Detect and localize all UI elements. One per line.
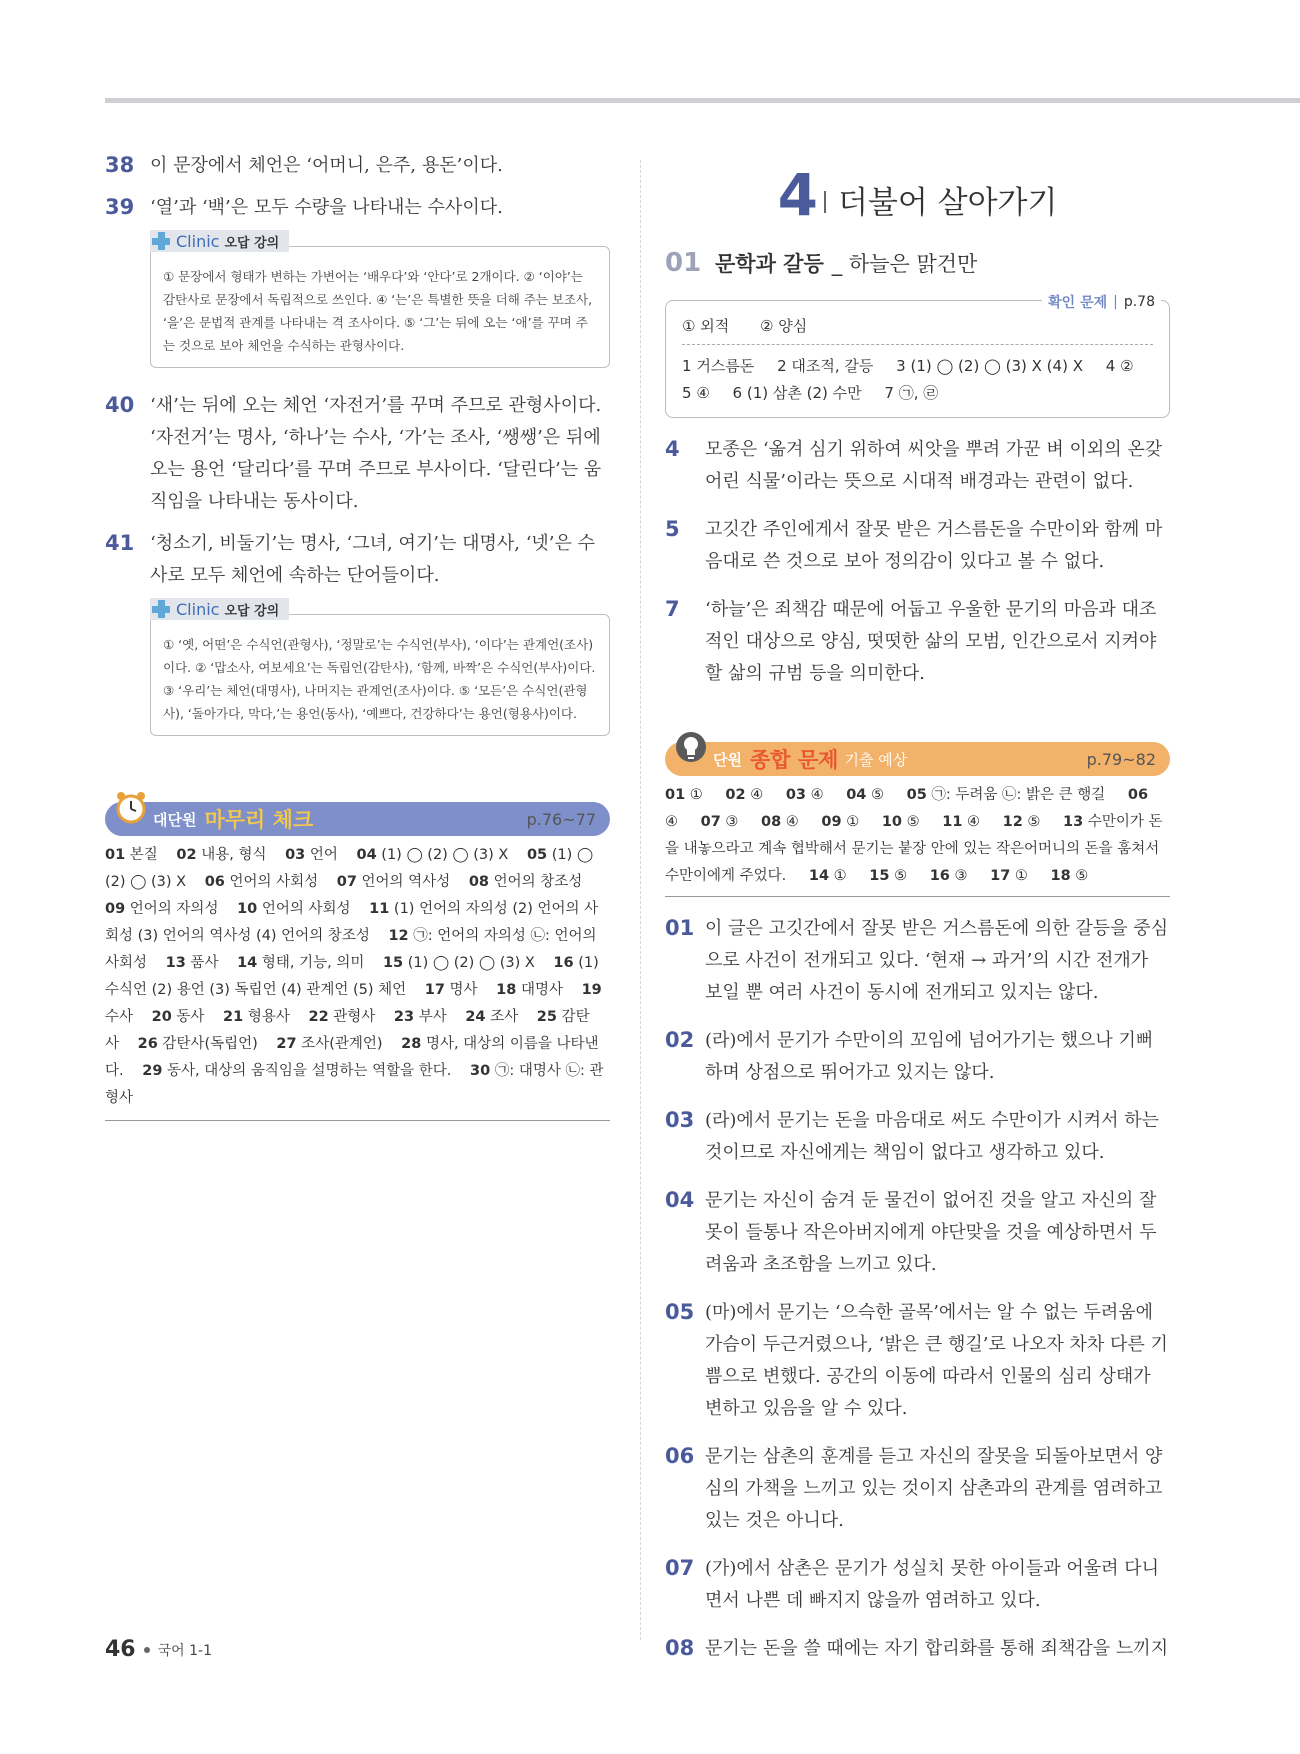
answer-number: 01 [105,847,126,863]
answer-number: 02 [725,787,746,803]
explanation-number: 5 [665,517,680,541]
clinic-tag [150,598,289,620]
explanation-item [665,1633,1170,1665]
answer-item [1106,357,1134,375]
answer-item [205,874,318,890]
answer-text: ㉠: 대명사 ㉡: 관형사 [105,1063,604,1106]
answer-item [166,955,219,971]
answer-text: ① [1010,868,1028,884]
explanation-item [665,1553,1170,1617]
answer-number: 12 [1002,814,1023,830]
answer-number: 30 [470,1063,491,1079]
answer-number: 08 [761,814,782,830]
explanation-text: 고깃간 주인에게서 잘못 받은 거스름돈을 수만이와 함께 마음대로 쓴 것으로 보아 정의감이 있다고 볼 수 없다. [705,519,1163,572]
explanation-number: 07 [665,1556,695,1580]
answer-text: 수만이가 돈을 내놓으라고 계속 협박해서 문기는 붙장 안에 있는 작은어머니의 돈을 훔쳐서 수만이에게 주었다. [665,814,1163,884]
answer-item [809,868,847,884]
check-row-2 [682,345,1153,407]
check-answer: ② 양심 [759,317,808,335]
clinic-box-1 [150,230,610,368]
answer-number: 15 [869,868,890,884]
unit-test-answers [665,782,1170,897]
answer-number: 28 [401,1036,422,1052]
answer-item [1003,814,1041,830]
answer-explanations-1 [665,434,1170,690]
answer-text: ④ [781,814,799,830]
answer-item [105,847,158,863]
answer-number: 6 [732,384,743,402]
explanation-text: 이 글은 고깃간에서 잘못 받은 거스름돈에 의한 갈등을 중심으로 사건이 전개되고 있다. ‘현재 → 과거’의 시간 전개가 보일 뿐 여러 사건이 동시에 전개되고 있지는 않다. [705,918,1169,1003]
plus-icon [150,230,172,252]
explanation-text: (라)에서 문기가 수만이의 꼬임에 넘어가기는 했으나 기뻐하며 상점으로 뛰어가고 있지는 않다. [705,1030,1154,1083]
clinic-box-2 [150,598,610,736]
answer-number: 24 [465,1009,486,1025]
question-40 [105,390,610,518]
footer-dot [144,1647,150,1653]
answer-number: 16 [553,955,574,971]
clinic-tag [150,230,289,252]
answer-text: ① [829,868,847,884]
explanation-item [665,1025,1170,1089]
answer-item [465,1009,518,1025]
answer-text: 품사 [185,955,219,971]
answer-number: 01 [665,787,686,803]
answer-item [990,868,1028,884]
answer-text: 언어의 자의성 [125,901,219,917]
answer-number: 4 [1105,357,1116,375]
answer-item [930,868,968,884]
answer-item [733,384,862,402]
explanation-number: 4 [665,437,680,461]
answer-number: 10 [881,814,903,830]
answer-item [884,384,938,402]
question-number: 38 [105,153,135,177]
answer-text: (1) ◯ (2) ◯ (3) X [105,847,594,890]
right-column [665,160,1170,1665]
answer-text: ① [685,787,703,803]
answer-text: 동사, 대상의 움직임을 설명하는 역할을 한다. [162,1063,452,1079]
answer-text: (1) 수식언 (2) 용언 (3) 독립언 (4) 관계언 (5) 체언 [105,955,599,998]
answer-item [357,847,509,863]
unit-review-band [105,802,610,836]
answer-number: 12 [388,928,409,944]
explanation-item [665,514,1170,578]
answer-number: 07 [336,874,357,890]
answer-item [701,814,739,830]
answer-item [105,901,218,917]
left-column [105,150,610,1121]
answer-number: 09 [821,814,842,830]
plus-icon [150,598,172,620]
explanation-number: 06 [665,1444,695,1468]
answer-number: 07 [700,814,721,830]
answer-text: 언어의 사회성 [224,874,319,890]
answer-item [682,357,754,375]
answer-number: 7 [884,384,894,402]
chapter-title: 더불어 살아가기 [837,184,1058,221]
answer-text: ⑤ [1070,868,1089,884]
answer-item [176,847,266,863]
answer-text: (1) 삼촌 (2) 수만 [742,384,862,402]
band-subtitle: 기출 예상 [844,750,908,769]
answer-item [682,384,710,402]
answer-text: (1) ◯ (2) ◯ (3) X [403,955,535,971]
section-title: 문학과 갈등 [715,252,824,276]
answer-item [761,814,799,830]
page-footer [105,1637,212,1662]
answer-text: ④ [745,787,764,803]
clinic-name: Clinic [176,599,220,619]
answer-number: 06 [204,874,225,890]
answer-number: 14 [237,955,258,971]
explanation-text: 모종은 ‘옮겨 심기 위하여 씨앗을 뿌려 가꾼 벼 이외의 온갖 어린 식물’이라는 뜻으로 시대적 배경과는 관련이 없다. [705,439,1163,492]
band-label: 대단원 [153,810,197,829]
answer-text: 조사(관계언) [296,1036,383,1052]
question-text: 이 문장에서 체언은 ‘어머니, 은주, 용돈’이다. [150,155,503,176]
answer-item [942,814,980,830]
answer-text: 대조적, 갈등 [786,357,874,375]
answer-item [896,357,1083,375]
answer-item [882,814,920,830]
question-text: ‘열’과 ‘백’은 모두 수량을 나타내는 수사이다. [150,197,503,218]
answer-text: (1) ◯ (2) ◯ (3) X (4) X [905,357,1083,375]
answer-number: 18 [496,982,517,998]
explanation-number: 08 [665,1636,695,1660]
section-subtitle: _ 하늘은 맑건만 [831,252,978,276]
answer-item [496,982,563,998]
band-title: 종합 문제 [749,748,839,772]
answer-text: ㉠, ㉣ [893,384,939,402]
book-title: 국어 1-1 [157,1642,212,1659]
chapter-header [665,160,1170,230]
question-38 [105,150,610,182]
answer-text: 언어의 창조성 [489,874,583,890]
top-rule [105,98,1300,103]
question-number: 41 [105,531,135,555]
clinic-text: ① 문장에서 형태가 변하는 가변어는 ‘배우다’와 ‘안다’로 2개이다. ② ‘이야’는 감탄사로 문장에서 독립적으로 쓰인다. ④ ‘는’은 특별한 뜻을 더해 주는 보조사, ‘을’은 문법적 관계를 나타내는 격 조사이다. ⑤ ‘그’는 뒤에 오는 ‘애’를 꾸며 주는 것으로 보아 체언을 수식하는 관형사이다. [150,246,610,368]
answer-number: 13 [1063,814,1084,830]
answer-item [223,1009,290,1025]
answer-text: 부사 [414,1009,447,1025]
answer-number: 20 [151,1009,172,1025]
check-question-box [665,294,1170,418]
explanation-item [665,434,1170,498]
answer-number: 2 [777,357,787,375]
answer-text: ⑤ [1022,814,1041,830]
alarm-clock-icon [115,790,147,824]
band-page: p.79~82 [1086,749,1156,769]
explanation-number: 02 [665,1028,695,1052]
check-answer: ① 외적 [682,317,730,335]
answer-text: 감탄사 [105,1009,590,1052]
question-number: 39 [105,195,135,219]
answer-item [142,1063,451,1079]
answer-text: ⑤ [866,787,885,803]
question-text: ‘새’는 뒤에 오는 체언 ‘자전거’를 꾸며 주므로 관형사이다. ‘자전거’는 명사, ‘하나’는 수사, ‘가’는 조사, ‘쌩쌩’은 뒤에 오는 용언 ‘달리다’를 꾸며 주므로 부사이다. ‘달린다’는 움직임을 나타내는 동사이다. [150,395,602,512]
answer-item [469,874,582,890]
answer-text: 내용, 형식 [196,847,267,863]
answer-number: 25 [536,1009,557,1025]
answer-text: ③ [949,868,968,884]
answer-item [777,357,873,375]
answer-item [786,787,824,803]
answer-text: 언어의 역사성 [356,874,451,890]
explanation-text: 문기는 삼촌의 훈계를 듣고 자신의 잘못을 되돌아보면서 양심의 가책을 느끼고 있는 것이지 삼촌과의 관계를 염려하고 있는 것은 아니다. [705,1446,1163,1531]
answer-text: ④ [962,814,981,830]
clinic-text: ① ‘옛, 어떤’은 수식언(관형사), ‘정말로’는 수식언(부사), ‘이다’는 관계언(조사)이다. ② ‘맙소사, 여보세요’는 독립언(감탄사), ‘함께, 바짝’은 수식언(부사)이다. ③ ‘우리’는 체언(대명사), 나머지는 관계언(조사)이다. ⑤ ‘모든’은 수식언(관형사), ‘돌아가다, 막다,’는 용언(동사), ‘예쁘다, 건강하다’는 용언(형용사)이다. [150,614,610,736]
column-divider [640,160,641,1640]
answer-item [237,901,350,917]
answer-text: (1) ◯ (2) ◯ (3) X [376,847,509,863]
answer-number: 18 [1050,868,1071,884]
explanation-text: ‘하늘’은 죄책감 때문에 어둡고 우울한 문기의 마음과 대조적인 대상으로 양심, 떳떳한 삶의 모범, 인간으로서 지켜야 할 삶의 규범 등을 의미한다. [705,599,1157,684]
answer-item [425,982,478,998]
unit-test-band [665,742,1170,776]
explanation-text: (가)에서 삼촌은 문기가 성실치 못한 아이들과 어울려 다니면서 나쁜 데 빠지지 않을까 염려하고 있다. [705,1558,1160,1611]
answer-item [394,1009,447,1025]
answer-text: ④ [665,814,678,830]
clinic-subtitle: 오답 강의 [224,603,280,619]
answer-text: (1) 언어의 자의성 (2) 언어의 사회성 (3) 언어의 역사성 (4) 언어의 창조성 [105,901,599,944]
answer-item [237,955,364,971]
answer-number: 21 [223,1009,244,1025]
band-label: 단원 [713,750,742,769]
section-header [665,248,1170,278]
answer-number: 05 [906,787,927,803]
explanation-number: 04 [665,1188,695,1212]
answer-text: 명사 [444,982,478,998]
explanation-number: 01 [665,916,695,940]
answer-number: 19 [581,982,602,998]
answer-text: 언어의 사회성 [257,901,351,917]
answer-text: ② [1115,357,1134,375]
answer-item [138,1036,258,1052]
answer-number: 11 [942,814,963,830]
question-39 [105,192,610,224]
answer-text: ⑤ [902,814,920,830]
explanation-text: (마)에서 문기는 ‘으슥한 골목’에서는 알 수 없는 두려움에 가슴이 두근거렸으나, ‘밝은 큰 행길’로 나오자 차차 다른 기쁨으로 변했다. 공간의 이동에 따라서 인물의 심리 상태가 변하고 있음을 알 수 있다. [705,1302,1168,1419]
answer-text: ④ [691,384,710,402]
question-41 [105,528,610,592]
answer-number: 22 [308,1009,329,1025]
explanation-text: 문기는 돈을 쓸 때에는 자기 합리화를 통해 죄책감을 느끼지 [705,1638,1169,1659]
answer-number: 03 [285,847,306,863]
answer-text: 감탄사(독립언) [157,1036,258,1052]
answer-item [665,787,703,803]
answer-text: ④ [806,787,824,803]
answer-number: 13 [165,955,186,971]
check-tag [1042,292,1161,312]
answer-number: 1 [682,357,692,375]
explanation-item [665,1297,1170,1425]
explanation-item [665,1441,1170,1537]
answer-text: ③ [720,814,739,830]
answer-explanations-2 [665,913,1170,1665]
answer-item [1051,868,1089,884]
answer-text: ㉠: 언어의 자의성 ㉡: 언어의 사회성 [105,928,597,971]
answer-item [308,1009,375,1025]
answer-number: 04 [356,847,377,863]
answer-item [383,955,535,971]
chapter-number: 4 [777,161,818,229]
answer-item [337,874,450,890]
explanation-item [665,1105,1170,1169]
explanation-number: 7 [665,597,680,621]
answer-text: ⑤ [889,868,908,884]
answer-number: 11 [369,901,390,917]
explanation-item [665,913,1170,1009]
check-tag-label: 확인 문제 [1048,295,1108,311]
answer-text: 조사 [485,1009,519,1025]
answer-number: 09 [105,901,126,917]
answer-item [907,787,1106,803]
answer-text: ① [841,814,860,830]
chapter-divider [824,191,826,213]
answer-number: 27 [276,1036,297,1052]
answer-number: 3 [896,357,906,375]
explanation-item [665,1185,1170,1281]
answer-text: 언어 [305,847,338,863]
answer-number: 15 [382,955,404,971]
answer-text: ㉠: 두려움 ㉡: 밝은 큰 행길 [926,787,1106,803]
answer-text: 대명사 [516,982,563,998]
check-tag-page: p.78 [1123,294,1155,310]
answer-number: 03 [785,787,806,803]
answer-number: 10 [237,901,258,917]
explanation-text: 문기는 자신이 숨겨 둔 물건이 없어진 것을 알고 자신의 잘못이 들통나 작은아버지에게 야단맞을 것을 예상하면서 두려움과 초조함을 느끼고 있다. [705,1190,1157,1275]
answer-number: 26 [137,1036,158,1052]
answer-text: 거스름돈 [691,357,755,375]
answer-item [276,1036,382,1052]
check-row-1 [682,315,1153,345]
section-number: 01 [665,248,702,278]
answer-text: 형태, 기능, 의미 [257,955,365,971]
check-tag-separator: | [1113,294,1118,310]
answer-item [846,787,884,803]
band-title: 마무리 체크 [204,808,314,832]
explanation-number: 03 [665,1108,695,1132]
answer-text: 동사 [171,1009,205,1025]
clinic-name: Clinic [176,231,220,251]
page-number: 46 [105,1637,136,1662]
answer-item [869,868,907,884]
answer-number: 05 [526,847,548,863]
answer-item [725,787,763,803]
unit-review-answers [105,842,610,1121]
answer-item [285,847,338,863]
band-page: p.76~77 [526,809,596,829]
question-number: 40 [105,393,135,417]
answer-text: 수사 [105,1009,134,1025]
answer-number: 06 [1127,787,1149,803]
question-text: ‘청소기, 비둘기’는 명사, ‘그녀, 여기’는 대명사, ‘넷’은 수사로 모두 체언에 속하는 단어들이다. [150,533,596,586]
answer-text: 형용사 [243,1009,290,1025]
answer-number: 08 [468,874,489,890]
lightbulb-icon [675,730,707,764]
answer-text: 명사, 대상의 이름을 나타낸다. [105,1036,599,1079]
answer-number: 02 [176,847,197,863]
explanation-number: 05 [665,1300,695,1324]
answer-number: 29 [142,1063,163,1079]
answer-number: 5 [682,384,692,402]
answer-number: 04 [846,787,867,803]
answer-item [152,1009,205,1025]
clinic-subtitle: 오답 강의 [224,235,280,251]
explanation-item [665,594,1170,690]
answer-number: 17 [990,868,1011,884]
answer-text: 본질 [125,847,158,863]
answer-number: 17 [424,982,445,998]
answer-number: 23 [393,1009,415,1025]
answer-item [821,814,859,830]
answer-number: 14 [808,868,830,884]
answer-number: 16 [929,868,950,884]
explanation-text: (라)에서 문기는 돈을 마음대로 써도 수만이가 시켜서 하는 것이므로 자신에게는 책임이 없다고 생각하고 있다. [705,1110,1160,1163]
answer-text: 관형사 [328,1009,376,1025]
